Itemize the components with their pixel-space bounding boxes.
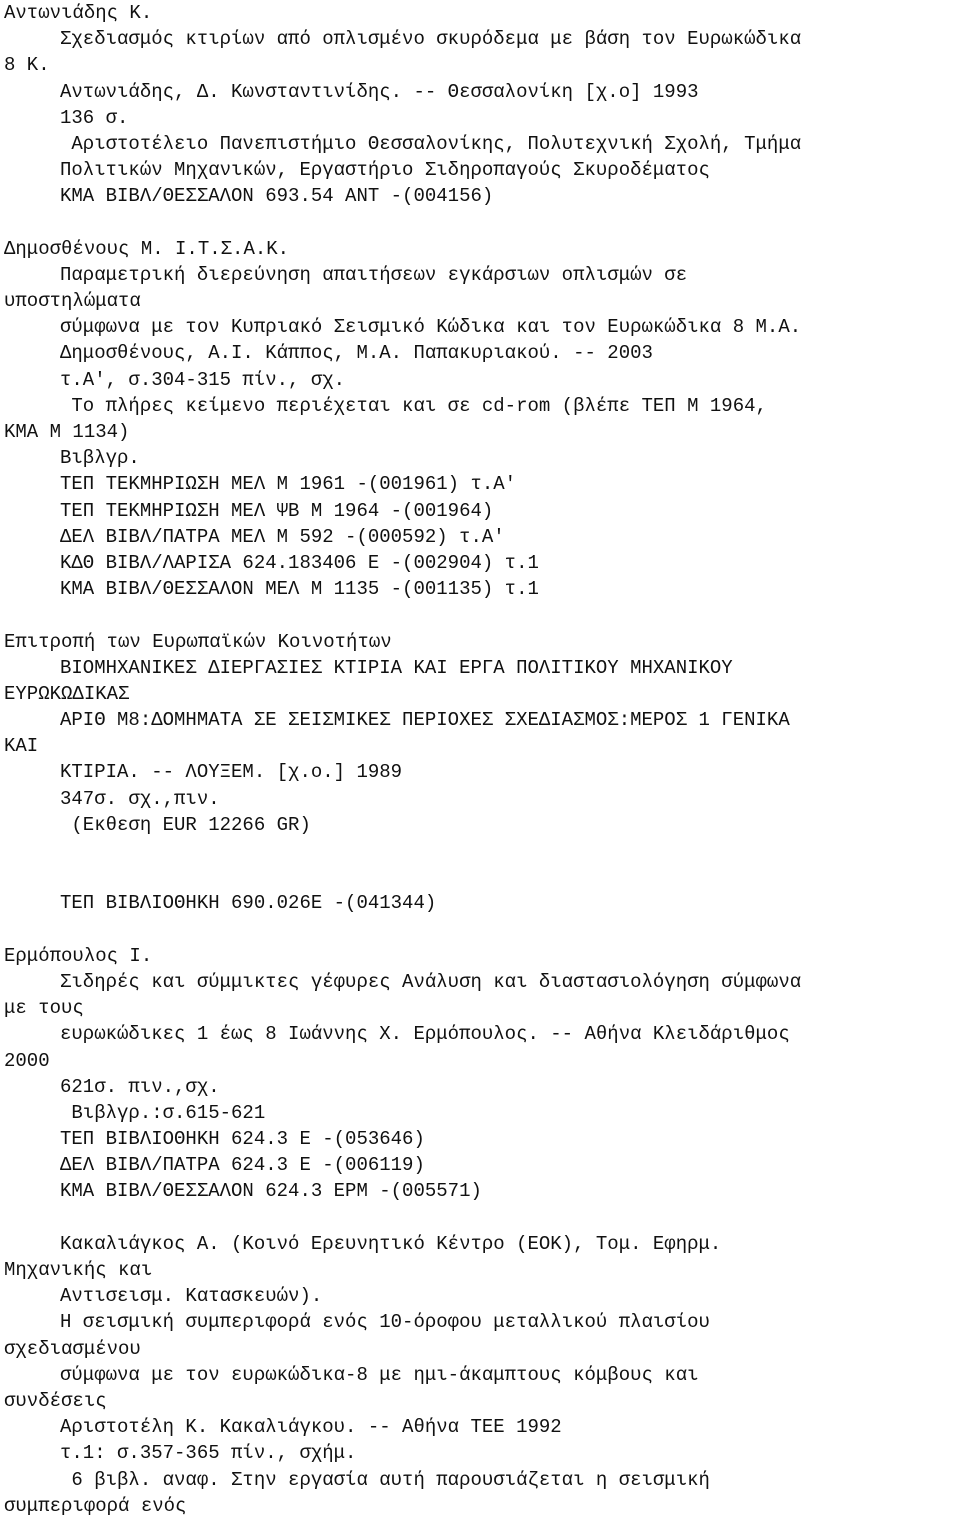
record-line: Βιβλγρ. xyxy=(60,447,140,470)
catalog-record xyxy=(4,0,956,210)
record-line: 136 σ. xyxy=(60,106,129,129)
record-separator xyxy=(4,602,956,628)
record-line: 621σ. πιν.,σχ. xyxy=(60,1075,220,1098)
record-line: ΑΡΙΘ Μ8:ΔΟΜΗΜΑΤΑ ΣΕ ΣΕΙΣΜΙΚΕΣ ΠΕΡΙΟΧΕΣ ΣΧΕΔΙΑΣΜΟΣ:ΜΕΡΟΣ 1 ΓΕΝΙΚΑ xyxy=(60,709,790,732)
record-line: ΚΜΑ Μ 1134) xyxy=(4,421,130,443)
catalog-record xyxy=(4,236,956,603)
record-line: 8 Κ. xyxy=(4,54,50,77)
record-line: Δημοσθένους, Α.Ι. Κάππος, Μ.Α. Παπακυριακού. -- 2003 xyxy=(60,342,653,365)
record-line: ΤΕΠ ΤΕΚΜΗΡΙΩΣΗ ΜΕΛ ΨΒ Μ 1964 -(001964) xyxy=(60,499,494,522)
catalog-page xyxy=(4,0,956,1519)
record-line: ΚΜΑ ΒΙΒΛ/ΘΕΣΣΑΛΟΝ ΜΕΛ Μ 1135 -(001135) τ.1 xyxy=(60,578,539,601)
record-line: ΚΜΑ ΒΙΒΛ/ΘΕΣΣΑΛΟΝ 693.54 ΑΝΤ -(004156) xyxy=(60,185,494,208)
record-line: υποστηλώματα xyxy=(4,290,141,313)
record-line: 2000 xyxy=(4,1049,50,1072)
record-line: Αριστοτέλειο Πανεπιστήμιο Θεσσαλονίκης, Πολυτεχνική Σχολή, Τμήμα xyxy=(60,132,802,155)
record-line: ΚΑΙ xyxy=(4,735,39,758)
record-line: 6 βιβλ. αναφ. Στην εργασία αυτή παρουσιάζεται η σεισμική xyxy=(60,1468,710,1491)
record-line: ΚΔΘ ΒΙΒΛ/ΛΑΡΙΣΑ 624.183406 Ε -(002904) τ.1 xyxy=(60,551,539,574)
record-line: Βιβλγρ.:σ.615-621 xyxy=(60,1101,266,1124)
record-line: ΕΥΡΩΚΩΔΙΚΑΣ xyxy=(4,682,130,705)
record-line: ΔΕΛ ΒΙΒΛ/ΠΑΤΡΑ ΜΕΛ Μ 592 -(000592) τ.Α' xyxy=(60,525,505,548)
record-line: σχεδιασμένου xyxy=(4,1337,141,1360)
record-line: Πολιτικών Μηχανικών, Εργαστήριο Σιδηροπαγούς Σκυροδέματος xyxy=(60,159,710,182)
record-line: ΤΕΠ ΒΙΒΛΙΟΘΗΚΗ 624.3 Ε -(053646) xyxy=(60,1128,425,1151)
record-line: 347σ. σχ.,πιν. xyxy=(60,787,220,810)
catalog-record xyxy=(4,1231,956,1519)
record-line: Σχεδιασμός κτιρίων από οπλισμένο σκυρόδεμα με βάση τον Ευρωκώδικα xyxy=(60,28,802,51)
record-line xyxy=(4,838,956,864)
catalog-record xyxy=(4,943,956,1205)
record-line: Δημοσθένους Μ. Ι.Τ.Σ.Α.Κ. xyxy=(4,237,290,260)
record-line: Σιδηρές και σύμμικτες γέφυρες Ανάλυση και διαστασιολόγηση σύμφωνα xyxy=(60,970,802,993)
record-line: Αντωνιάδης Κ. xyxy=(4,2,153,24)
record-line: ΚΜΑ ΒΙΒΛ/ΘΕΣΣΑΛΟΝ 624.3 ΕΡΜ -(005571) xyxy=(60,1180,482,1203)
record-line: Η σεισμική συμπεριφορά ενός 10-όροφου μεταλλικού πλαισίου xyxy=(60,1311,710,1334)
record-line: Μηχανικής και xyxy=(4,1259,153,1281)
record-line: συμπεριφορά ενός xyxy=(4,1494,187,1517)
record-line: Ερμόπουλος Ι. xyxy=(4,944,153,967)
record-line: ΔΕΛ ΒΙΒΛ/ΠΑΤΡΑ 624.3 Ε -(006119) xyxy=(60,1154,425,1177)
record-line: ΤΕΠ ΒΙΒΛΙΟΘΗΚΗ 690.026Ε -(041344) xyxy=(60,892,437,915)
record-line: Αριστοτέλη Κ. Κακαλιάγκου. -- Αθήνα ΤΕΕ 1992 xyxy=(60,1416,562,1439)
record-line xyxy=(4,864,956,890)
record-line: ΒΙΟΜΗΧΑΝΙΚΕΣ ΔΙΕΡΓΑΣΙΕΣ ΚΤΙΡΙΑ ΚΑΙ ΕΡΓΑ ΠΟΛΙΤΙΚΟΥ ΜΗΧΑΝΙΚΟΥ xyxy=(60,656,733,679)
record-separator xyxy=(4,1205,956,1231)
record-line: ΚΤΙΡΙΑ. -- ΛΟΥΞΕΜ. [χ.ο.] 1989 xyxy=(60,761,403,784)
record-line: συνδέσεις xyxy=(4,1389,107,1412)
record-line: σύμφωνα με τον ευρωκώδικα-8 με ημι-άκαμπτους κόμβους και xyxy=(60,1363,699,1386)
record-line: Αντισεισμ. Κατασκευών). xyxy=(60,1285,323,1308)
record-line: ΤΕΠ ΤΕΚΜΗΡΙΩΣΗ ΜΕΛ Μ 1961 -(001961) τ.Α' xyxy=(60,473,517,496)
record-line: ευρωκώδικες 1 έως 8 Ιωάννης Χ. Ερμόπουλος. -- Αθήνα Κλειδάριθμος xyxy=(60,1023,790,1046)
record-line: Επιτροπή των Ευρωπαϊκών Κοινοτήτων xyxy=(4,630,392,653)
record-separator xyxy=(4,917,956,943)
record-separator xyxy=(4,210,956,236)
record-line: σύμφωνα με τον Κυπριακό Σεισμικό Κώδικα και τον Ευρωκώδικα 8 Μ.Α. xyxy=(60,316,802,339)
record-line: τ.1: σ.357-365 πίν., σχήμ. xyxy=(60,1442,357,1465)
record-line: με τους xyxy=(4,997,84,1020)
record-line: Παραμετρική διερεύνηση απαιτήσεων εγκάρσιων οπλισμών σε xyxy=(60,263,688,286)
record-line: τ.Α', σ.304-315 πίν., σχ. xyxy=(60,368,346,391)
record-line: Αντωνιάδης, Δ. Κωνσταντινίδης. -- Θεσσαλονίκη [χ.ο] 1993 xyxy=(60,80,699,103)
record-line: (Εκθεση EUR 12266 GR) xyxy=(60,813,311,836)
record-line: Κακαλιάγκος Α. (Κοινό Ερευνητικό Κέντρο (ΕΟΚ), Τομ. Εφηρμ. xyxy=(60,1232,722,1255)
record-line: Το πλήρες κείμενο περιέχεται και σε cd-rom (βλέπε ΤΕΠ Μ 1964, xyxy=(60,394,767,417)
catalog-record xyxy=(4,629,956,917)
